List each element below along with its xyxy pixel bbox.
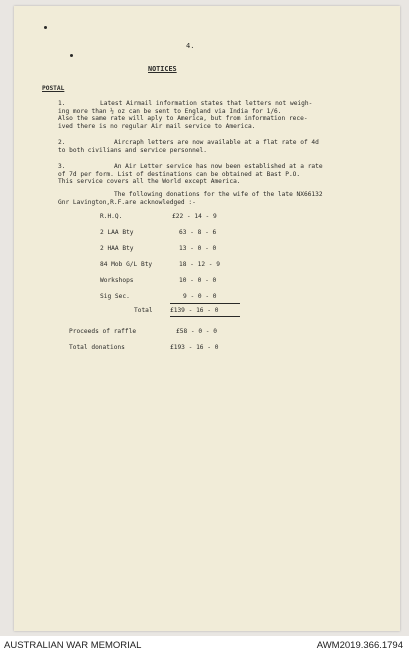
donation-amount: 18 - 12 - 9 [179,261,220,268]
donation-unit: Sig Sec. [100,293,130,300]
paragraph-number: 1. [58,100,66,107]
punch-mark [44,26,47,29]
page-number: 4. [186,42,195,50]
donation-amount: 13 - 0 - 0 [179,245,217,252]
donation-unit: R.H.Q. [100,213,123,220]
paragraph-line: Also the same rate will aply to America, but from information rece- [58,115,308,122]
paragraph-number: 3. [58,163,66,170]
donation-amount: 9 - 0 - 0 [183,293,217,300]
donation-intro-line: Gnr Lavington,R.F.are acknowledged :- [58,198,196,206]
paragraph-line: Aircraph letters are now available at a flat rate of 4d [114,139,319,146]
document-page [14,6,400,631]
paragraph-line: of 7d per form. List of destinations can be obtained at Bast P.O. [58,170,301,178]
total-amount: £139 - 16 - 0 [170,307,219,314]
footer-institution: AUSTRALIAN WAR MEMORIAL [4,640,142,651]
total-donations-label: Total donations [69,344,125,351]
donation-unit: Workshops [100,277,134,284]
paragraph-line: Latest Airmail information states that letters not weigh- [100,100,313,107]
donation-amount: £22 - 14 - 9 [172,213,217,220]
punch-mark [70,54,73,57]
postal-section-heading: POSTAL [42,85,65,92]
donation-amount: 10 - 0 - 0 [179,277,217,284]
paragraph-line: to both civilians and service personnel. [58,146,208,154]
paragraph-number: 2. [58,139,66,146]
archive-footer [0,638,409,653]
raffle-amount: £58 - 0 - 0 [176,328,217,335]
paragraph-line: ing more than ½ oz can be sent to England via India for 1/6. [58,107,282,115]
paragraph-line: ived there is no regular Air mail service to America. [58,122,256,130]
donation-amount: 63 - 8 - 6 [179,229,217,236]
paragraph-line: This service covers all the World except America. [58,178,241,185]
notices-heading: NOTICES [148,65,177,73]
total-rule [170,316,240,317]
donation-unit: 2 HAA Bty [100,245,134,252]
paragraph-line: An Air Letter service has now been established at a rate [114,163,323,170]
total-donations-amount: £193 - 16 - 0 [170,344,219,351]
raffle-label: Proceeds of raffle [69,328,137,335]
donation-unit: 84 Mob G/L Bty [100,261,153,268]
footer-accession-id: AWM2019.366.1794 [316,640,403,651]
sum-rule [170,303,240,304]
donation-unit: 2 LAA Bty [100,229,134,236]
total-label: Total [134,307,153,314]
donation-intro-line: The following donations for the wife of the late NX66132 [114,191,323,198]
